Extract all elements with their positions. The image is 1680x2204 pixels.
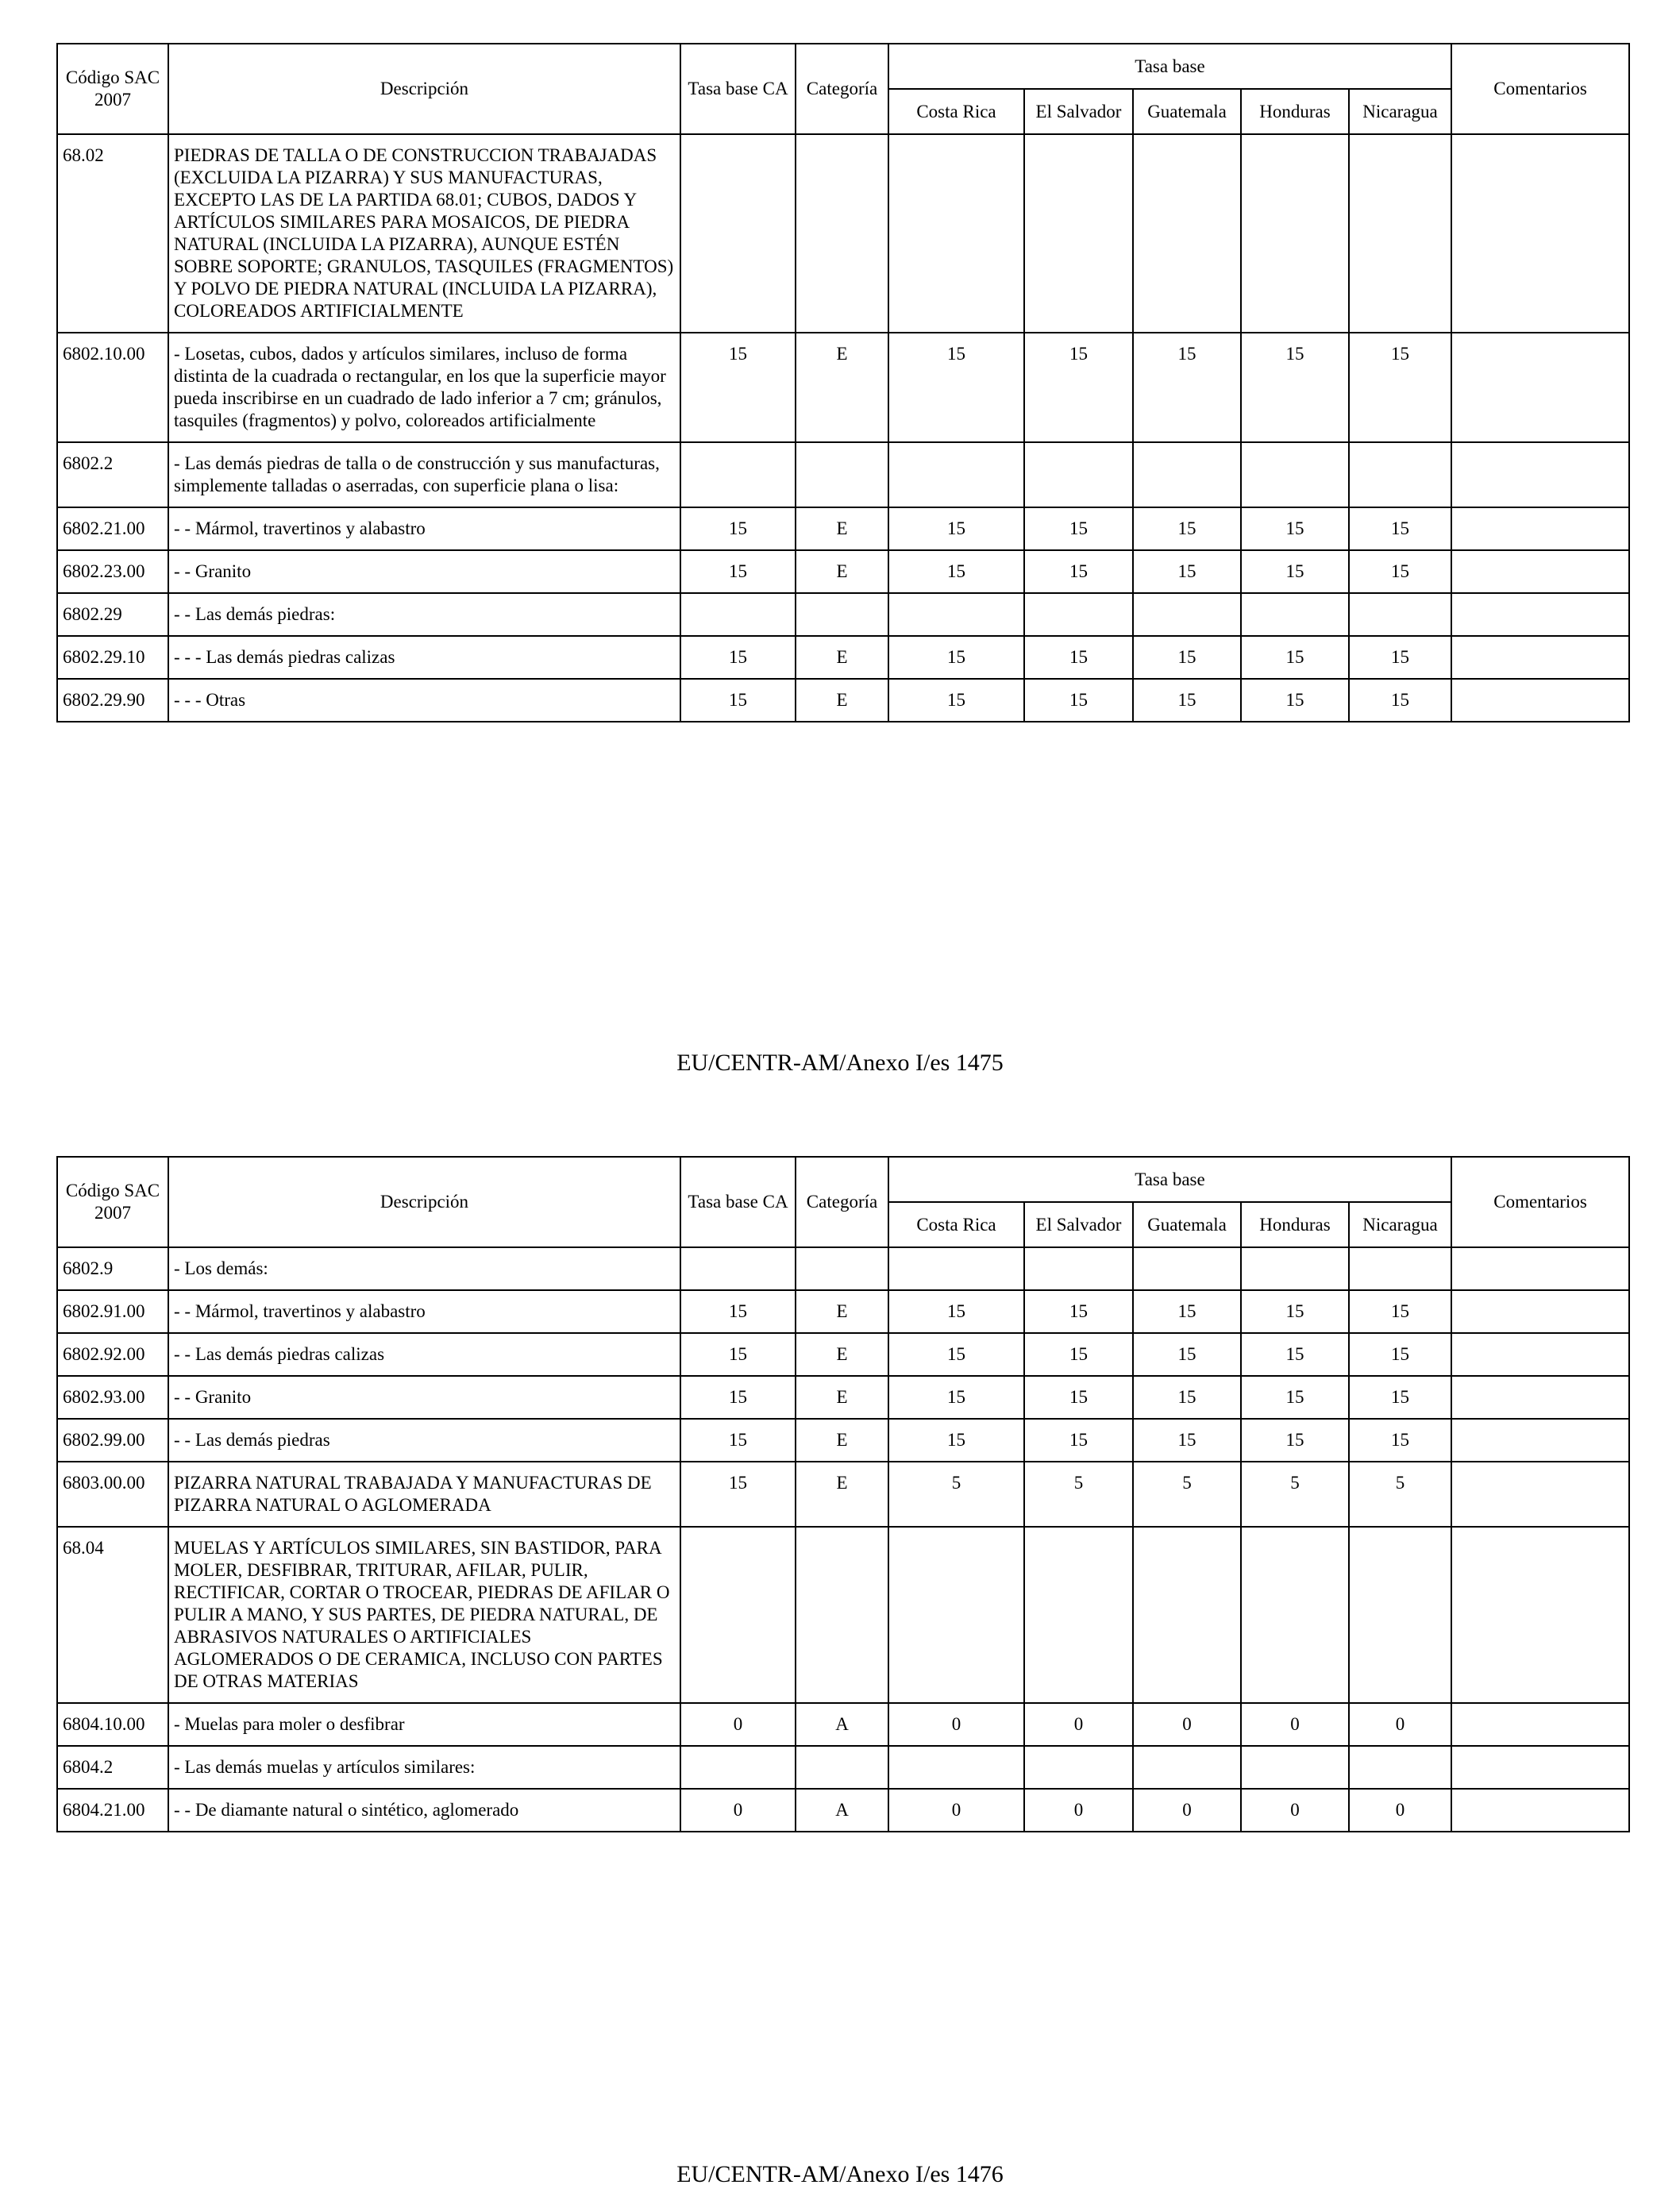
- header-country: El Salvador: [1024, 1202, 1133, 1247]
- cell-comments: [1451, 1789, 1629, 1832]
- cell-category: E: [796, 1419, 888, 1462]
- cell-comments: [1451, 1703, 1629, 1746]
- table-row: [57, 1746, 1629, 1789]
- cell-honduras: 5: [1241, 1462, 1349, 1527]
- header-category: Categoría: [796, 44, 888, 134]
- cell-description: - - - Otras: [168, 679, 680, 722]
- cell-nicaragua: 15: [1349, 1333, 1451, 1376]
- cell-base-rate-ca: [680, 442, 796, 507]
- cell-costa-rica: [888, 134, 1024, 333]
- header-country: Guatemala: [1133, 1202, 1241, 1247]
- tariff-table-page-1: [56, 43, 1630, 722]
- cell-category: E: [796, 1333, 888, 1376]
- cell-description: - Losetas, cubos, dados y artículos similares, incluso de forma distinta de la cuadrada o rectangular, en los que la superficie mayor pueda inscribirse en un cuadrado de lado inferior a 7 cm; gránulos, tasquiles (fragmentos) y polvo, coloreados artificialmente: [168, 333, 680, 442]
- cell-el-salvador: [1024, 1247, 1133, 1290]
- cell-base-rate-ca: [680, 593, 796, 636]
- header-code: Código SAC 2007: [57, 1157, 168, 1247]
- table-row: [57, 134, 1629, 333]
- cell-honduras: [1241, 442, 1349, 507]
- cell-nicaragua: 15: [1349, 1376, 1451, 1419]
- cell-nicaragua: 15: [1349, 636, 1451, 679]
- cell-category: E: [796, 679, 888, 722]
- cell-guatemala: [1133, 442, 1241, 507]
- header-country: El Salvador: [1024, 89, 1133, 134]
- cell-nicaragua: [1349, 1746, 1451, 1789]
- cell-code: 6802.10.00: [57, 333, 168, 442]
- cell-base-rate-ca: [680, 1527, 796, 1703]
- cell-description: - Muelas para moler o desfibrar: [168, 1703, 680, 1746]
- cell-honduras: [1241, 1527, 1349, 1703]
- table-row: [57, 1376, 1629, 1419]
- cell-code: 6804.21.00: [57, 1789, 168, 1832]
- cell-description: - - - Las demás piedras calizas: [168, 636, 680, 679]
- page-footer: EU/CENTR-AM/Anexo I/es 1475: [676, 1050, 1004, 1076]
- cell-costa-rica: 0: [888, 1703, 1024, 1746]
- cell-honduras: 15: [1241, 679, 1349, 722]
- cell-description: - - Las demás piedras: [168, 1419, 680, 1462]
- cell-base-rate-ca: 15: [680, 550, 796, 593]
- cell-comments: [1451, 1376, 1629, 1419]
- cell-category: [796, 1746, 888, 1789]
- cell-code: 6802.23.00: [57, 550, 168, 593]
- cell-comments: [1451, 593, 1629, 636]
- cell-category: [796, 442, 888, 507]
- cell-description: - - Mármol, travertinos y alabastro: [168, 1290, 680, 1333]
- cell-code: 6803.00.00: [57, 1462, 168, 1527]
- cell-base-rate-ca: [680, 134, 796, 333]
- cell-comments: [1451, 1462, 1629, 1527]
- cell-el-salvador: 15: [1024, 1333, 1133, 1376]
- cell-comments: [1451, 636, 1629, 679]
- cell-code: 68.02: [57, 134, 168, 333]
- cell-guatemala: [1133, 1527, 1241, 1703]
- cell-base-rate-ca: 15: [680, 679, 796, 722]
- cell-el-salvador: 15: [1024, 1419, 1133, 1462]
- cell-category: [796, 593, 888, 636]
- cell-honduras: [1241, 134, 1349, 333]
- cell-el-salvador: 0: [1024, 1789, 1133, 1832]
- cell-base-rate-ca: 15: [680, 1290, 796, 1333]
- cell-description: - - De diamante natural o sintético, aglomerado: [168, 1789, 680, 1832]
- cell-guatemala: 0: [1133, 1789, 1241, 1832]
- cell-comments: [1451, 1247, 1629, 1290]
- cell-guatemala: 15: [1133, 679, 1241, 722]
- table-row: [57, 593, 1629, 636]
- cell-base-rate-ca: 15: [680, 1376, 796, 1419]
- cell-costa-rica: [888, 1247, 1024, 1290]
- cell-description: PIEDRAS DE TALLA O DE CONSTRUCCION TRABAJADAS (EXCLUIDA LA PIZARRA) Y SUS MANUFACTURAS, EXCEPTO LAS DE LA PARTIDA 68.01; CUBOS, DADOS Y ARTÍCULOS SIMILARES PARA MOSAICOS, DE PIEDRA NATURAL (INCLUIDA LA PIZARRA), AUNQUE ESTÉN SOBRE SOPORTE; GRANULOS, TASQUILES (FRAGMENTOS) Y POLVO DE PIEDRA NATURAL (INCLUIDA LA PIZARRA), COLOREADOS ARTIFICIALMENTE: [168, 134, 680, 333]
- cell-honduras: 15: [1241, 550, 1349, 593]
- cell-nicaragua: 5: [1349, 1462, 1451, 1527]
- cell-honduras: 15: [1241, 636, 1349, 679]
- table-row: [57, 333, 1629, 442]
- cell-costa-rica: 15: [888, 679, 1024, 722]
- cell-code: 6802.91.00: [57, 1290, 168, 1333]
- cell-costa-rica: 15: [888, 550, 1024, 593]
- cell-nicaragua: [1349, 1527, 1451, 1703]
- cell-guatemala: 15: [1133, 1333, 1241, 1376]
- cell-category: E: [796, 636, 888, 679]
- cell-comments: [1451, 333, 1629, 442]
- cell-comments: [1451, 507, 1629, 550]
- cell-base-rate-ca: 0: [680, 1703, 796, 1746]
- cell-comments: [1451, 134, 1629, 333]
- cell-el-salvador: 15: [1024, 1376, 1133, 1419]
- cell-el-salvador: [1024, 1527, 1133, 1703]
- cell-nicaragua: 15: [1349, 550, 1451, 593]
- table-row: [57, 636, 1629, 679]
- cell-honduras: 15: [1241, 333, 1349, 442]
- cell-code: 6802.99.00: [57, 1419, 168, 1462]
- cell-base-rate-ca: 15: [680, 507, 796, 550]
- table-row: [57, 550, 1629, 593]
- header-base-rate: Tasa base: [888, 44, 1451, 89]
- cell-category: [796, 1527, 888, 1703]
- cell-el-salvador: [1024, 593, 1133, 636]
- cell-nicaragua: 15: [1349, 507, 1451, 550]
- cell-honduras: 15: [1241, 1419, 1349, 1462]
- header-base-rate-ca: Tasa base CA: [680, 1157, 796, 1247]
- header-comments: Comentarios: [1451, 1157, 1629, 1247]
- cell-guatemala: 15: [1133, 550, 1241, 593]
- cell-description: MUELAS Y ARTÍCULOS SIMILARES, SIN BASTIDOR, PARA MOLER, DESFIBRAR, TRITURAR, AFILAR, PULIR, RECTIFICAR, CORTAR O TROCEAR, PIEDRAS DE AFILAR O PULIR A MANO, Y SUS PARTES, DE PIEDRA NATURAL, DE ABRASIVOS NATURALES O ARTIFICIALES AGLOMERADOS O DE CERAMICA, INCLUSO CON PARTES DE OTRAS MATERIAS: [168, 1527, 680, 1703]
- cell-base-rate-ca: 15: [680, 333, 796, 442]
- cell-nicaragua: 15: [1349, 1419, 1451, 1462]
- cell-category: E: [796, 333, 888, 442]
- header-country: Honduras: [1241, 89, 1349, 134]
- cell-el-salvador: 15: [1024, 636, 1133, 679]
- cell-base-rate-ca: [680, 1746, 796, 1789]
- table-row: [57, 507, 1629, 550]
- cell-code: 6802.29.10: [57, 636, 168, 679]
- cell-description: - - Granito: [168, 550, 680, 593]
- cell-el-salvador: 5: [1024, 1462, 1133, 1527]
- cell-costa-rica: [888, 1527, 1024, 1703]
- table-row: [57, 1462, 1629, 1527]
- cell-comments: [1451, 1746, 1629, 1789]
- cell-description: - - Las demás piedras:: [168, 593, 680, 636]
- cell-nicaragua: [1349, 1247, 1451, 1290]
- cell-description: - Los demás:: [168, 1247, 680, 1290]
- cell-el-salvador: 15: [1024, 1290, 1133, 1333]
- cell-nicaragua: 15: [1349, 333, 1451, 442]
- cell-code: 6802.9: [57, 1247, 168, 1290]
- cell-honduras: [1241, 1746, 1349, 1789]
- table-row: [57, 679, 1629, 722]
- cell-category: [796, 134, 888, 333]
- cell-category: E: [796, 550, 888, 593]
- header-country: Nicaragua: [1349, 89, 1451, 134]
- cell-base-rate-ca: 0: [680, 1789, 796, 1832]
- table-row: [57, 1703, 1629, 1746]
- cell-nicaragua: 15: [1349, 679, 1451, 722]
- cell-code: 6804.10.00: [57, 1703, 168, 1746]
- header-country: Costa Rica: [888, 89, 1024, 134]
- cell-honduras: 0: [1241, 1703, 1349, 1746]
- cell-comments: [1451, 442, 1629, 507]
- tariff-table-page-2: [56, 1156, 1630, 1832]
- cell-costa-rica: 15: [888, 333, 1024, 442]
- cell-costa-rica: 0: [888, 1789, 1024, 1832]
- cell-el-salvador: 15: [1024, 679, 1133, 722]
- cell-el-salvador: [1024, 1746, 1133, 1789]
- cell-base-rate-ca: 15: [680, 1462, 796, 1527]
- cell-nicaragua: 15: [1349, 1290, 1451, 1333]
- cell-category: E: [796, 1290, 888, 1333]
- cell-costa-rica: 5: [888, 1462, 1024, 1527]
- cell-nicaragua: 0: [1349, 1789, 1451, 1832]
- cell-guatemala: 15: [1133, 636, 1241, 679]
- cell-description: - - Granito: [168, 1376, 680, 1419]
- cell-comments: [1451, 550, 1629, 593]
- table-row: [57, 442, 1629, 507]
- header-country: Honduras: [1241, 1202, 1349, 1247]
- table-row: [57, 1290, 1629, 1333]
- cell-el-salvador: 15: [1024, 507, 1133, 550]
- cell-el-salvador: [1024, 134, 1133, 333]
- table-row: [57, 1789, 1629, 1832]
- header-country: Costa Rica: [888, 1202, 1024, 1247]
- cell-guatemala: [1133, 593, 1241, 636]
- cell-nicaragua: [1349, 593, 1451, 636]
- cell-el-salvador: 0: [1024, 1703, 1133, 1746]
- header-description: Descripción: [168, 1157, 680, 1247]
- cell-code: 6802.29.90: [57, 679, 168, 722]
- cell-honduras: 0: [1241, 1789, 1349, 1832]
- cell-code: 6802.92.00: [57, 1333, 168, 1376]
- cell-base-rate-ca: [680, 1247, 796, 1290]
- cell-description: - Las demás piedras de talla o de construcción y sus manufacturas, simplemente talladas o aserradas, con superficie plana o lisa:: [168, 442, 680, 507]
- cell-costa-rica: 15: [888, 507, 1024, 550]
- header-base-rate: Tasa base: [888, 1157, 1451, 1202]
- cell-honduras: 15: [1241, 1290, 1349, 1333]
- cell-base-rate-ca: 15: [680, 1419, 796, 1462]
- header-base-rate-ca: Tasa base CA: [680, 44, 796, 134]
- cell-comments: [1451, 1333, 1629, 1376]
- cell-category: A: [796, 1703, 888, 1746]
- cell-guatemala: 15: [1133, 333, 1241, 442]
- cell-costa-rica: 15: [888, 636, 1024, 679]
- table-row: [57, 1419, 1629, 1462]
- cell-guatemala: [1133, 1247, 1241, 1290]
- cell-category: E: [796, 1462, 888, 1527]
- cell-nicaragua: [1349, 134, 1451, 333]
- cell-costa-rica: [888, 442, 1024, 507]
- cell-honduras: 15: [1241, 1333, 1349, 1376]
- header-description: Descripción: [168, 44, 680, 134]
- cell-category: E: [796, 507, 888, 550]
- cell-description: - - Las demás piedras calizas: [168, 1333, 680, 1376]
- cell-el-salvador: 15: [1024, 550, 1133, 593]
- cell-category: A: [796, 1789, 888, 1832]
- cell-costa-rica: [888, 1746, 1024, 1789]
- cell-honduras: [1241, 1247, 1349, 1290]
- cell-comments: [1451, 1290, 1629, 1333]
- cell-nicaragua: [1349, 442, 1451, 507]
- cell-comments: [1451, 1527, 1629, 1703]
- cell-description: - - Mármol, travertinos y alabastro: [168, 507, 680, 550]
- cell-honduras: 15: [1241, 1376, 1349, 1419]
- cell-guatemala: 15: [1133, 1290, 1241, 1333]
- cell-el-salvador: [1024, 442, 1133, 507]
- header-country: Guatemala: [1133, 89, 1241, 134]
- cell-guatemala: 15: [1133, 507, 1241, 550]
- cell-code: 6802.2: [57, 442, 168, 507]
- cell-costa-rica: 15: [888, 1419, 1024, 1462]
- cell-guatemala: [1133, 134, 1241, 333]
- cell-code: 68.04: [57, 1527, 168, 1703]
- cell-honduras: 15: [1241, 507, 1349, 550]
- cell-guatemala: 15: [1133, 1376, 1241, 1419]
- cell-guatemala: 15: [1133, 1419, 1241, 1462]
- header-code: Código SAC 2007: [57, 44, 168, 134]
- page-footer: EU/CENTR-AM/Anexo I/es 1476: [676, 2161, 1004, 2187]
- cell-guatemala: 5: [1133, 1462, 1241, 1527]
- table-row: [57, 1527, 1629, 1703]
- cell-comments: [1451, 1419, 1629, 1462]
- cell-category: [796, 1247, 888, 1290]
- cell-costa-rica: 15: [888, 1290, 1024, 1333]
- cell-guatemala: [1133, 1746, 1241, 1789]
- header-category: Categoría: [796, 1157, 888, 1247]
- cell-code: 6804.2: [57, 1746, 168, 1789]
- cell-el-salvador: 15: [1024, 333, 1133, 442]
- cell-base-rate-ca: 15: [680, 636, 796, 679]
- cell-code: 6802.93.00: [57, 1376, 168, 1419]
- cell-honduras: [1241, 593, 1349, 636]
- table-row: [57, 1247, 1629, 1290]
- cell-category: E: [796, 1376, 888, 1419]
- cell-description: - Las demás muelas y artículos similares:: [168, 1746, 680, 1789]
- cell-guatemala: 0: [1133, 1703, 1241, 1746]
- cell-base-rate-ca: 15: [680, 1333, 796, 1376]
- table-row: [57, 1333, 1629, 1376]
- cell-code: 6802.21.00: [57, 507, 168, 550]
- cell-description: PIZARRA NATURAL TRABAJADA Y MANUFACTURAS DE PIZARRA NATURAL O AGLOMERADA: [168, 1462, 680, 1527]
- cell-costa-rica: 15: [888, 1333, 1024, 1376]
- header-comments: Comentarios: [1451, 44, 1629, 134]
- cell-costa-rica: 15: [888, 1376, 1024, 1419]
- cell-code: 6802.29: [57, 593, 168, 636]
- header-country: Nicaragua: [1349, 1202, 1451, 1247]
- cell-nicaragua: 0: [1349, 1703, 1451, 1746]
- cell-costa-rica: [888, 593, 1024, 636]
- cell-comments: [1451, 679, 1629, 722]
